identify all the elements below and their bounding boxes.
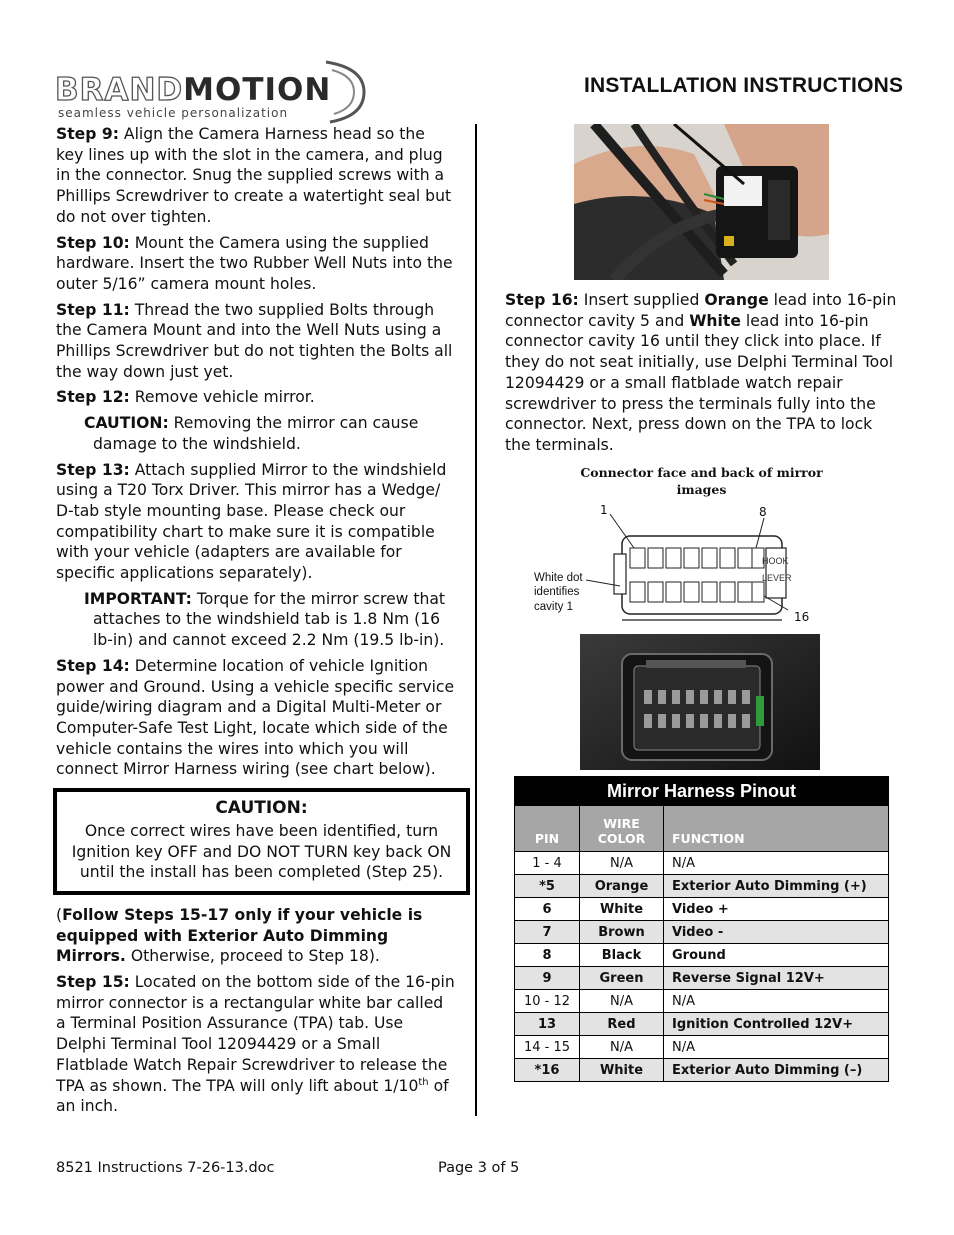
footer-doc-name: 8521 Instructions 7-26-13.doc bbox=[56, 1160, 275, 1176]
white-dot-note-3: cavity 1 bbox=[534, 601, 573, 613]
logo-tagline: seamless vehicle personalization bbox=[58, 106, 289, 120]
table-row: 14 - 15 N/A N/A bbox=[515, 1036, 889, 1059]
step-15: Step 15: Located on the bottom side of the 16-pin mirror connector is a rectangular white bar called a Terminal Position Assurance (TPA) tab. Use Delphi Terminal Tool 12094429 or a Small Flatblade Watch Repair Screwdriver to release the TPA as shown. The TPA will only lift about 1/10th of an inch. bbox=[56, 973, 455, 1116]
connector-photo bbox=[574, 124, 829, 280]
pin-16-label: 16 bbox=[794, 610, 810, 624]
col-wire-color-header: WIRE COLOR bbox=[580, 806, 664, 852]
step-14: Step 14: Determine location of vehicle Ignition power and Ground. Using a vehicle specific service guide/wiring diagram and a Digital Multi-Meter or Computer-Safe Test Light, locate which side of the vehicle contains the wires into which you will connect Mirror Harness wiring (see chart below). bbox=[56, 656, 455, 779]
step-9: Step 9: Align the Camera Harness head so the key lines up with the slot in the camera, and plug in the connector. Snug the supplied screws with a Phillips Screwdriver to create a watertight seal but do not over tighten. bbox=[56, 125, 452, 226]
step-10: Step 10: Mount the Camera using the supplied hardware. Insert the two Rubber Well Nuts into the outer 5/16” camera mount holes. bbox=[56, 233, 453, 293]
left-column bbox=[56, 124, 456, 1122]
footer-page-number: Page 3 of 5 bbox=[438, 1160, 520, 1176]
logo-wordmark: BRANDMOTION bbox=[55, 72, 332, 108]
step-16: Step 16: Insert supplied Orange lead into 16-pin connector cavity 5 and White lead into 16-pin connector cavity 16 until they click into place. If they do not seat initially, use Delphi Terminal Tool 12094429 or a small flatblade watch repair screwdriver to press the terminals fully into the connector. Next, press down on the TPA to lock the terminals. bbox=[505, 291, 897, 454]
follow-steps-note: (Follow Steps 15-17 only if your vehicle is equipped with Exterior Auto Dimming Mirrors. Otherwise, proceed to Step 18). bbox=[56, 905, 423, 966]
white-dot-note-1: White dot bbox=[534, 572, 583, 584]
table-row: 13 Red Ignition Controlled 12V+ bbox=[515, 1013, 889, 1036]
important-torque-note: IMPORTANT: Torque for the mirror screw that attaches to the windshield tab is 1.8 Nm (16 lb-in) and cannot exceed 2.2 Nm (19.5 lb-in). bbox=[84, 589, 446, 650]
pin-8-label: 8 bbox=[759, 505, 767, 519]
caution-mirror-removal: CAUTION: Removing the mirror can cause damage to the windshield. bbox=[84, 414, 419, 453]
table-row: 10 - 12 N/A N/A bbox=[515, 990, 889, 1013]
table-row: 8 Black Ground bbox=[515, 944, 889, 967]
pin-1-label: 1 bbox=[600, 503, 608, 517]
hook-lever-label-2: LEVER bbox=[762, 573, 792, 583]
table-row: 7 Brown Video - bbox=[515, 921, 889, 944]
brand-logo bbox=[52, 58, 372, 126]
logo-arc-icon bbox=[320, 58, 368, 124]
mirror-back-photo bbox=[580, 634, 820, 770]
pinout-header-row bbox=[515, 806, 889, 852]
figure-caption: Connector face and back of mirror images bbox=[580, 465, 823, 497]
table-row: 1 - 4 N/A N/A bbox=[515, 852, 889, 875]
page-title: INSTALLATION INSTRUCTIONS bbox=[584, 74, 904, 97]
caution-box-title: CAUTION: bbox=[215, 798, 308, 819]
table-row: *5 Orange Exterior Auto Dimming (+) bbox=[515, 875, 889, 898]
pinout-title: Mirror Harness Pinout bbox=[515, 777, 889, 806]
column-divider bbox=[475, 124, 477, 1116]
pinout-table bbox=[514, 776, 889, 1082]
caution-box bbox=[53, 788, 470, 895]
caution-box-text: Once correct wires have been identified, turn Ignition key OFF and DO NOT TURN key back ON until the install has been completed (Step 25). bbox=[71, 821, 452, 882]
table-row: 9 Green Reverse Signal 12V+ bbox=[515, 967, 889, 990]
table-row: *16 White Exterior Auto Dimming (–) bbox=[515, 1059, 889, 1082]
col-function-header: FUNCTION bbox=[664, 806, 889, 852]
step-11: Step 11: Thread the two supplied Bolts through the Camera Mount and into the Well Nuts using a Phillips Screwdriver but do not tighten the Bolts all the way down just yet. bbox=[56, 300, 453, 381]
white-dot-note-2: identifies bbox=[534, 586, 580, 598]
connector-face-diagram bbox=[530, 500, 830, 632]
hook-lever-label-1: HOOK bbox=[762, 556, 789, 566]
col-pin-header: PIN bbox=[515, 806, 580, 852]
table-row: 6 White Video + bbox=[515, 898, 889, 921]
step-12: Step 12: Remove vehicle mirror. bbox=[56, 388, 315, 407]
step-13: Step 13: Attach supplied Mirror to the windshield using a T20 Torx Driver. This mirror has a Wedge/ D-tab style mounting base. Please check our compatibility chart to make sure it is compatible with your vehicle (adapters are available for specific applications separately). bbox=[56, 460, 447, 583]
pinout-title-row bbox=[515, 777, 889, 806]
